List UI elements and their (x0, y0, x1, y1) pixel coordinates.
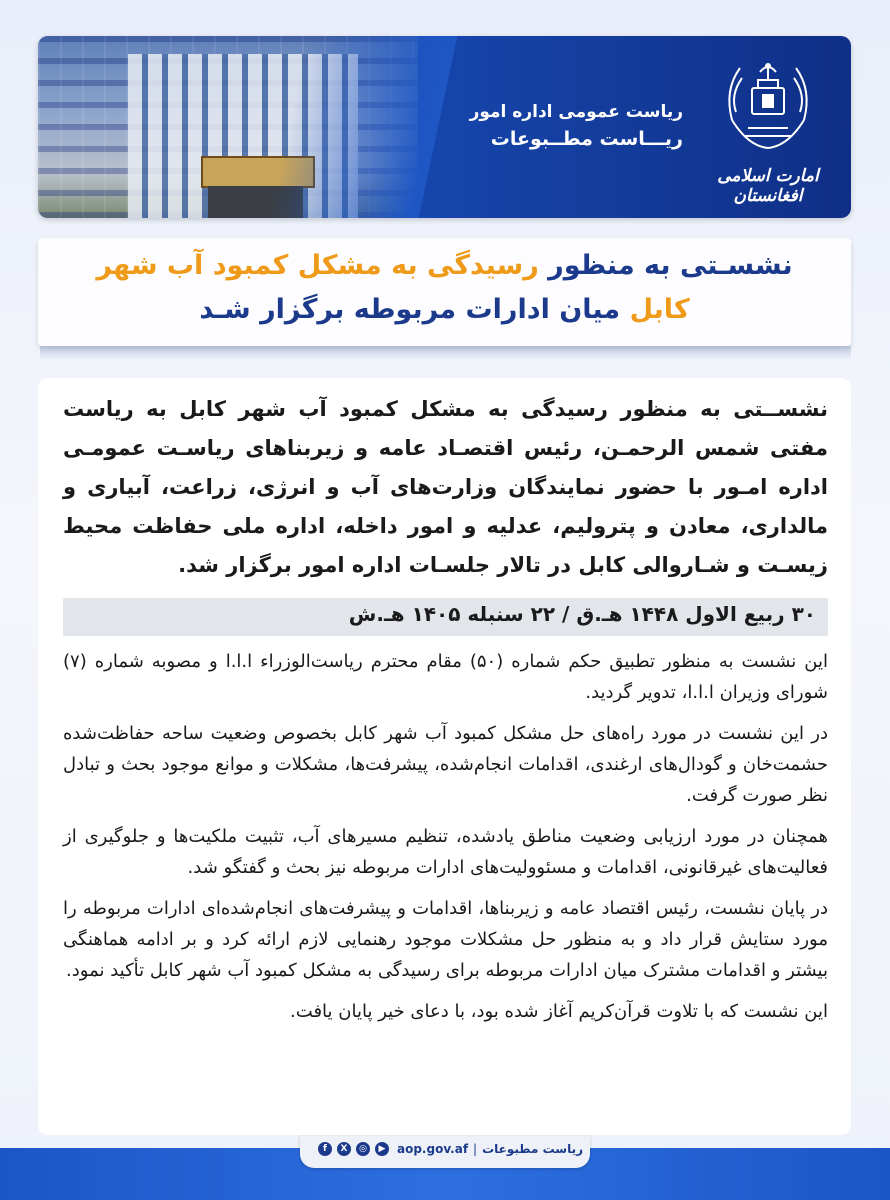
banner-line2: ریـــاست مطــبوعات (490, 128, 683, 150)
emblem-caption: امارت اسلامی افغانستان (717, 166, 819, 206)
footer-separator: | (473, 1142, 478, 1156)
footer-pill (300, 1136, 590, 1168)
youtube-icon[interactable]: ▶ (375, 1142, 389, 1156)
body-paragraph-1: این نشست به منظور تطبیق حکم شماره (۵۰) مقام محترم ریاست‌الوزراء ا.ا.ا و مصوبه شماره (۷) شورای وزیران ا.ا.ا، تدویر گردید. (63, 651, 828, 703)
body-paragraph-4: در پایان نشست، رئیس اقتصاد عامه و زیربناها، اقدامات و پیشرفت‌های انجام‌شده‌ای ادارات مربوطه را مورد ستایش قرار داد و به منظور حل مشکلات موجود رهنمایی لازم ارائه کرد و بر ادامه هماهنگی بیشتر و اقدامات مشترک میان ادارات مربوطه برای رسیدگی به مشکل کمبود آب شهر کابل تأکید نمود. (63, 898, 828, 981)
banner-title (443, 100, 683, 154)
body-paragraph-3: همچنان در مورد ارزیابی وضعیت مناطق یادشده، تنظیم مسیرهای آب، تثبیت ملکیت‌ها و جلوگیری از فعالیت‌های غیرقانونی، اقدامات و مسئوولیت‌های ادارات مربوطه نیز بحث و گفتگو شد. (63, 826, 828, 878)
x-icon[interactable]: X (337, 1142, 351, 1156)
instagram-icon[interactable]: ◎ (356, 1142, 370, 1156)
body-paragraph-5: این نشست که با تلاوت قرآن‌کریم آغاز شده بود، با دعای خیر پایان یافت. (290, 1001, 828, 1022)
banner-line1: ریاست عمومی اداره امور (469, 102, 683, 122)
emblem (698, 50, 838, 210)
title-line-1 (38, 250, 851, 281)
title-line2-highlight: کابل (629, 294, 690, 325)
header-banner (38, 36, 851, 218)
date-bar (63, 598, 828, 636)
lead-paragraph: نشســتی به منظور رسیدگی به مشکل کمبود آب شهر کابل به ریاست مفتی شمس الرحمـن، رئیس اقتصـاد عامه و زیربناهای ریاسـت عمومـی اداره امـور با حضور نمایندگان وزارت‌های آب و انرژی، زراعت، آبیاری و مالداری، معادن و پترولیم، عدلیه و امور داخله، اداره ملی حفاظت محیط زیسـت و شـاروالی کابل در تالار جلسـات اداره امور برگزار شد. (63, 397, 828, 577)
title-line1-highlight: رسیدگی به مشکل کمبود آب شهر (96, 250, 539, 281)
title-line2-part2: میان ادارات مربوطه برگزار شـد (199, 294, 630, 325)
website-link[interactable]: aop.gov.af (397, 1142, 469, 1156)
body-paragraph-2: در این نشست در مورد راه‌های حل مشکل کمبود آب شهر کابل بخصوص وضعیت ساحه حفاظت‌شده حشمت‌خان و گودال‌های ارغندی، اقدامات انجام‌شده، پیشرفت‌ها، مشکلات و موانع موجود بحث و تبادل نظر صورت گرفت. (63, 723, 828, 806)
article-card (38, 378, 851, 1135)
title-box (38, 238, 851, 346)
emblem-icon (718, 50, 818, 160)
facebook-icon[interactable]: f (318, 1142, 332, 1156)
title-line-2 (38, 294, 851, 325)
footer-org: ریاست مطبوعات (482, 1142, 583, 1156)
article-body (63, 646, 828, 1037)
date-text: ۳۰ ربیع الاول ۱۴۴۸ هـ.ق / ۲۲ سنبله ۱۴۰۵ هـ.ش (348, 602, 816, 626)
title-line1-part1: نشسـتی به منظور (538, 250, 793, 281)
